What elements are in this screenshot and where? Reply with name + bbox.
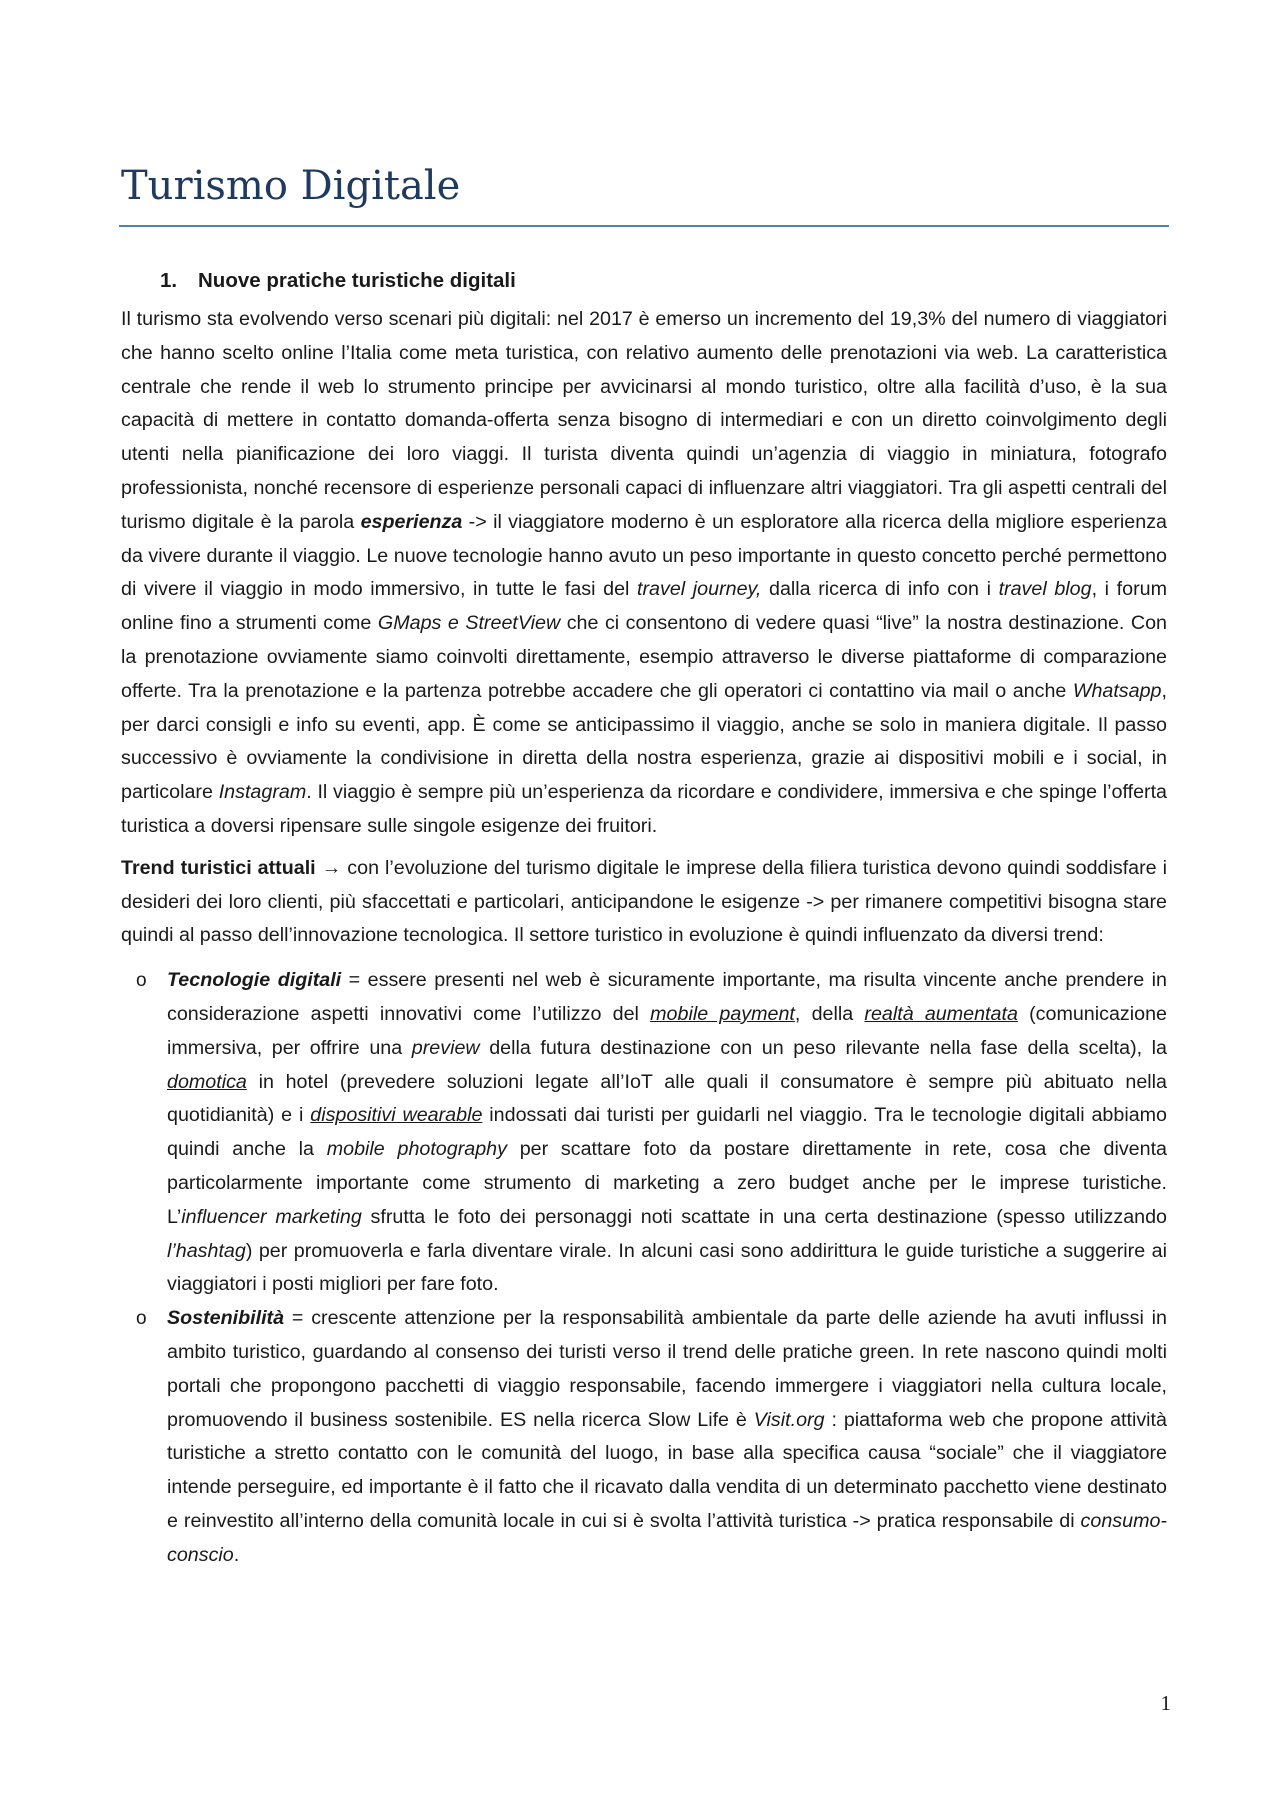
document-body bbox=[121, 262, 1167, 1572]
bullet-circle-icon: o bbox=[136, 970, 147, 992]
bullet-circle-icon: o bbox=[136, 1308, 147, 1330]
italic-visit-org: Visit.org bbox=[753, 1408, 825, 1431]
intro-paragraph bbox=[121, 303, 1167, 844]
trends-paragraph bbox=[121, 852, 1167, 953]
text-run: = crescente attenzione per la responsabilità ambientale da parte delle aziende ha avuti influssi in ambito turistico, guardando al consenso dei turisti verso il trend delle pratiche green. In rete nascono quindi molti portali che propongono pacchetti di viaggio responsabile, facendo immergere i viaggiatori nella cultura locale, promuovendo il business sostenibile. ES nella ricerca Slow Life è bbox=[167, 1307, 1167, 1431]
underlined-dispositivi-wearable: dispositivi wearable bbox=[310, 1104, 483, 1127]
text-run: , della bbox=[794, 1002, 865, 1025]
underlined-realta-aumentata: realtà aumentata bbox=[864, 1002, 1018, 1025]
right-arrow-icon: → bbox=[321, 856, 342, 879]
bold-tecnologie-digitali: Tecnologie digitali bbox=[167, 969, 342, 992]
text-run: (comunicazione immersiva, per offrire una bbox=[167, 1002, 1167, 1059]
text-run: . bbox=[233, 1543, 240, 1566]
document-title: Turismo Digitale bbox=[121, 163, 461, 209]
bold-sostenibilita: Sostenibilità bbox=[167, 1307, 285, 1330]
title-underline bbox=[119, 225, 1169, 227]
section-heading bbox=[121, 262, 1167, 300]
text-run: che ci consentono di vedere quasi “live” la nostra destinazione. Con la prenotazione ovviamente siamo coinvolti direttamente, esempio attraverso le diverse piattaforme di comparazione offerte. Tra la prenotazione e la partenza potrebbe accadere che gli operatori ci contattino via mail o anche bbox=[121, 612, 1167, 702]
text-run: indossati dai turisti per guidarli nel viaggio. Tra le tecnologie digitali abbiamo quindi anche la bbox=[167, 1104, 1168, 1161]
italic-consumo-conscio: consumo-conscio bbox=[167, 1509, 1167, 1566]
list-item bbox=[121, 964, 1167, 1302]
text-run: Il turismo sta evolvendo verso scenari più digitali: nel 2017 è emerso un incremento del 19,3% del numero di viaggiatori che hanno scelto online l’Italia come meta turistica, con relativo aumento delle prenotazioni via web. La caratteristica centrale che rende il web lo strumento principe per avvicinarsi al mondo turistico, oltre alla facilità d’uso, è la sua capacità di mettere in contatto domanda-offerta senza bisogno di intermediari e con un diretto coinvolgimento degli utenti nella pianificazione dei loro viaggi. Il turista diventa quindi un’agenzia di viaggio in miniatura, fotografo professionista, nonché recensore di esperienze personali capaci di influenzare altri viaggiatori. Tra gli aspetti centrali del turismo digitale è la parola bbox=[121, 308, 1167, 533]
italic-preview: preview bbox=[411, 1036, 480, 1059]
bold-trend-turistici: Trend turistici attuali bbox=[121, 856, 316, 879]
text-run: con l’evoluzione del turismo digitale le imprese della filiera turistica devono quindi soddisfare i desideri dei loro clienti, più sfaccettati e particolari, anticipandone le esigenze -> per rimanere competitivi bisogna stare quindi al passo dell’innovazione tecnologica. Il settore turistico in evoluzione è quindi influenzato da diversi trend: bbox=[121, 856, 1167, 947]
text-run: , per darci consigli e info su eventi, app. È come se anticipassimo il viaggio, anche se solo in maniera digitale. Il passo successivo è ovviamente la condivisione in diretta della nostra esperienza, grazie ai dispositivi mobili e i social, in particolare bbox=[121, 679, 1167, 804]
italic-instagram: Instagram bbox=[218, 781, 307, 804]
italic-gmaps-streetview: GMaps e StreetView bbox=[377, 612, 561, 635]
text-run: , i forum online fino a strumenti come bbox=[121, 578, 1167, 635]
italic-influencer-marketing: influencer marketing bbox=[181, 1205, 362, 1228]
trend-list bbox=[121, 964, 1167, 1572]
text-run: . Il viaggio è sempre più un’esperienza da ricordare e condividere, immersiva e che spinge l’offerta turistica a doversi ripensare sulle singole esigenze dei fruitori. bbox=[121, 781, 1168, 837]
document-page bbox=[121, 0, 1171, 1811]
underlined-domotica: domotica bbox=[167, 1070, 247, 1093]
section-title: Nuove pratiche turistiche digitali bbox=[198, 269, 516, 292]
text-run: in hotel (prevedere soluzioni legate all’IoT alle quali il consumatore è sempre più abituato nella quotidianità) e i bbox=[167, 1070, 1167, 1127]
text-run: : piattaforma web che propone attività turistiche a stretto contatto con le comunità del luogo, in base alla specifica causa “sociale” che il viaggiatore intende perseguire, ed importante è il fatto che il ricavato dalla vendita di un determinato pacchetto viene destinato e reinvestito all’interno della comunità locale in cui si è svolta l’attività turistica -> pratica responsabile di bbox=[167, 1408, 1167, 1532]
list-item bbox=[121, 1302, 1167, 1572]
text-run: sfrutta le foto dei personaggi noti scattate in una certa destinazione (spesso utilizzando bbox=[361, 1205, 1167, 1228]
page-number: 1 bbox=[1160, 1691, 1171, 1715]
underlined-mobile-payment: mobile payment bbox=[650, 1002, 795, 1025]
text-run: ) per promuoverla e farla diventare virale. In alcuni casi sono addirittura le guide turistiche a suggerire ai viaggiatori i posti migliori per fare foto. bbox=[167, 1239, 1167, 1296]
section-number: 1. bbox=[160, 269, 178, 292]
text-run: della futura destinazione con un peso rilevante nella fase della scelta), la bbox=[479, 1036, 1168, 1059]
italic-travel-blog: travel blog bbox=[998, 578, 1092, 601]
text-run: dalla ricerca di info con i bbox=[761, 578, 999, 601]
italic-mobile-photography: mobile photography bbox=[326, 1138, 507, 1161]
text-run: per scattare foto da postare direttamente in rete, cosa che diventa particolarmente importante come strumento di marketing a zero budget anche per le imprese turistiche. L’ bbox=[167, 1138, 1167, 1228]
italic-travel-journey: travel journey, bbox=[637, 578, 762, 601]
italic-hashtag: l’hashtag bbox=[167, 1239, 246, 1262]
text-run: -> il viaggiatore moderno è un esploratore alla ricerca della migliore esperienza da vivere durante il viaggio. Le nuove tecnologie hanno avuto un peso importante in questo concetto perché permettono di vivere il viaggio in modo immersivo, in tutte le fasi del bbox=[121, 510, 1167, 601]
italic-whatsapp: Whatsapp bbox=[1072, 679, 1162, 702]
text-run: = essere presenti nel web è sicuramente importante, ma risulta vincente anche prendere in considerazione aspetti innovativi come l’utilizzo del bbox=[167, 969, 1167, 1025]
emphasis-esperienza: esperienza bbox=[360, 510, 463, 533]
